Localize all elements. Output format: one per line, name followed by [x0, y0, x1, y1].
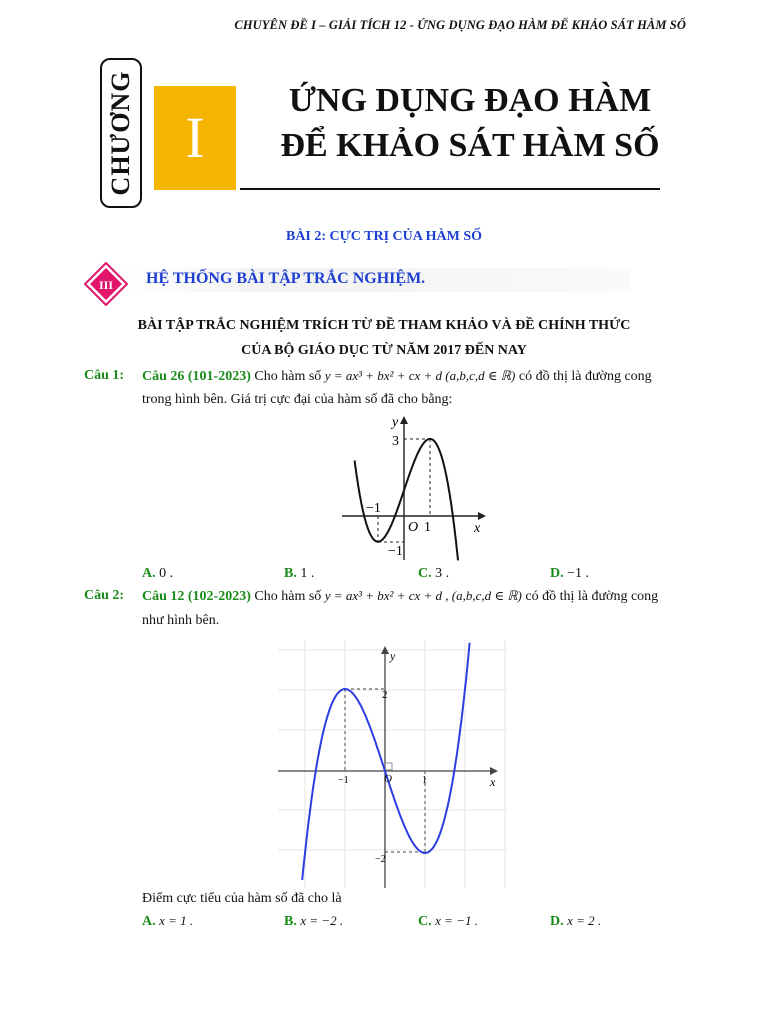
question-1-option-d[interactable]: D. −1 .: [550, 566, 590, 581]
question-1-option-a[interactable]: A. 0 .: [142, 566, 174, 581]
chapter-label: CHƯƠNG: [106, 70, 135, 196]
graph1-y-label: y: [392, 415, 399, 430]
question-2-stem: [142, 588, 658, 605]
question-1-formula: y = ax³ + bx² + cx + d (a,b,c,d ∈ ℝ): [324, 368, 516, 383]
question-1-source: Câu 26 (101-2023): [142, 369, 251, 384]
section-numeral: III: [98, 278, 114, 292]
question-2-option-c[interactable]: C. x = −1 .: [418, 913, 478, 929]
question-2-text-line2: như hình bên.: [142, 613, 220, 628]
graph1-ymax-label: 3: [392, 434, 399, 449]
question-2-option-b[interactable]: B. x = −2 .: [284, 913, 344, 929]
graph2-ymin-label: −2: [375, 854, 386, 865]
chapter-title-line1: ỨNG DỤNG ĐẠO HÀM: [288, 82, 652, 119]
question-2-option-a[interactable]: A. x = 1 .: [142, 913, 194, 929]
graph2-x-label: x: [490, 775, 496, 789]
graph2-origin-label: O: [384, 773, 392, 785]
question-2-text-after: có đồ thị là đường cong: [525, 589, 659, 604]
question-1-option-b[interactable]: B. 1 .: [284, 566, 315, 581]
subheading-line1: BÀI TẬP TRẮC NGHIỆM TRÍCH TỪ ĐỀ THAM KHẢO VÀ ĐỀ CHÍNH THỨC: [137, 318, 631, 333]
title-divider: [240, 188, 660, 190]
section-badge: [84, 262, 128, 306]
graph1-xmin-label: −1: [366, 501, 381, 516]
question-2-source: Câu 12 (102-2023): [142, 589, 251, 604]
graph1-xmax-label: 1: [424, 520, 431, 535]
question-2-prompt: Điểm cực tiểu của hàm số đã cho là: [142, 891, 342, 906]
graph1-origin-label: O: [408, 520, 419, 535]
chapter-numeral: I: [154, 86, 236, 190]
question-1-label: Câu 1:: [84, 368, 125, 383]
question-1-text-before: Cho hàm số: [254, 369, 322, 384]
graph2-y-label: y: [390, 649, 396, 663]
subheading-line2: CỦA BỘ GIÁO DỤC TỪ NĂM 2017 ĐẾN NAY: [241, 343, 527, 358]
question-1-text-after: có đồ thị là đường cong: [518, 369, 652, 384]
section-title: HỆ THỐNG BÀI TẬP TRẮC NGHIỆM.: [146, 270, 426, 287]
chapter-title-line2: ĐỂ KHẢO SÁT HÀM SỐ: [280, 127, 660, 164]
question-2-formula: y = ax³ + bx² + cx + d , (a,b,c,d ∈ ℝ): [324, 588, 522, 603]
question-2-graph: [278, 640, 508, 888]
graph2-xmin-label: −1: [338, 775, 349, 786]
question-1-stem: [142, 368, 652, 385]
question-1-option-c[interactable]: C. 3 .: [418, 566, 450, 581]
question-2-option-d[interactable]: D. x = 2 .: [550, 913, 602, 929]
graph2-ymax-label: 2: [382, 689, 388, 701]
graph1-x-label: x: [474, 521, 481, 536]
question-2-label: Câu 2:: [84, 588, 125, 603]
graph1-ymin-label: −1: [388, 544, 403, 559]
running-header: CHUYÊN ĐỀ I – GIẢI TÍCH 12 - ỨNG DỤNG ĐẠO HÀM ĐỂ KHẢO SÁT HÀM SỐ: [234, 18, 686, 32]
question-1-text-line2: trong hình bên. Giá trị cực đại của hàm số đã cho bằng:: [142, 392, 453, 407]
chapter-label-box: [100, 58, 142, 208]
graph2-xmax-label: 1: [422, 775, 427, 786]
lesson-title: BÀI 2: CỰC TRỊ CỦA HÀM SỐ: [285, 229, 482, 244]
question-2-text-before: Cho hàm số: [254, 589, 322, 604]
question-1-graph: [330, 412, 500, 562]
